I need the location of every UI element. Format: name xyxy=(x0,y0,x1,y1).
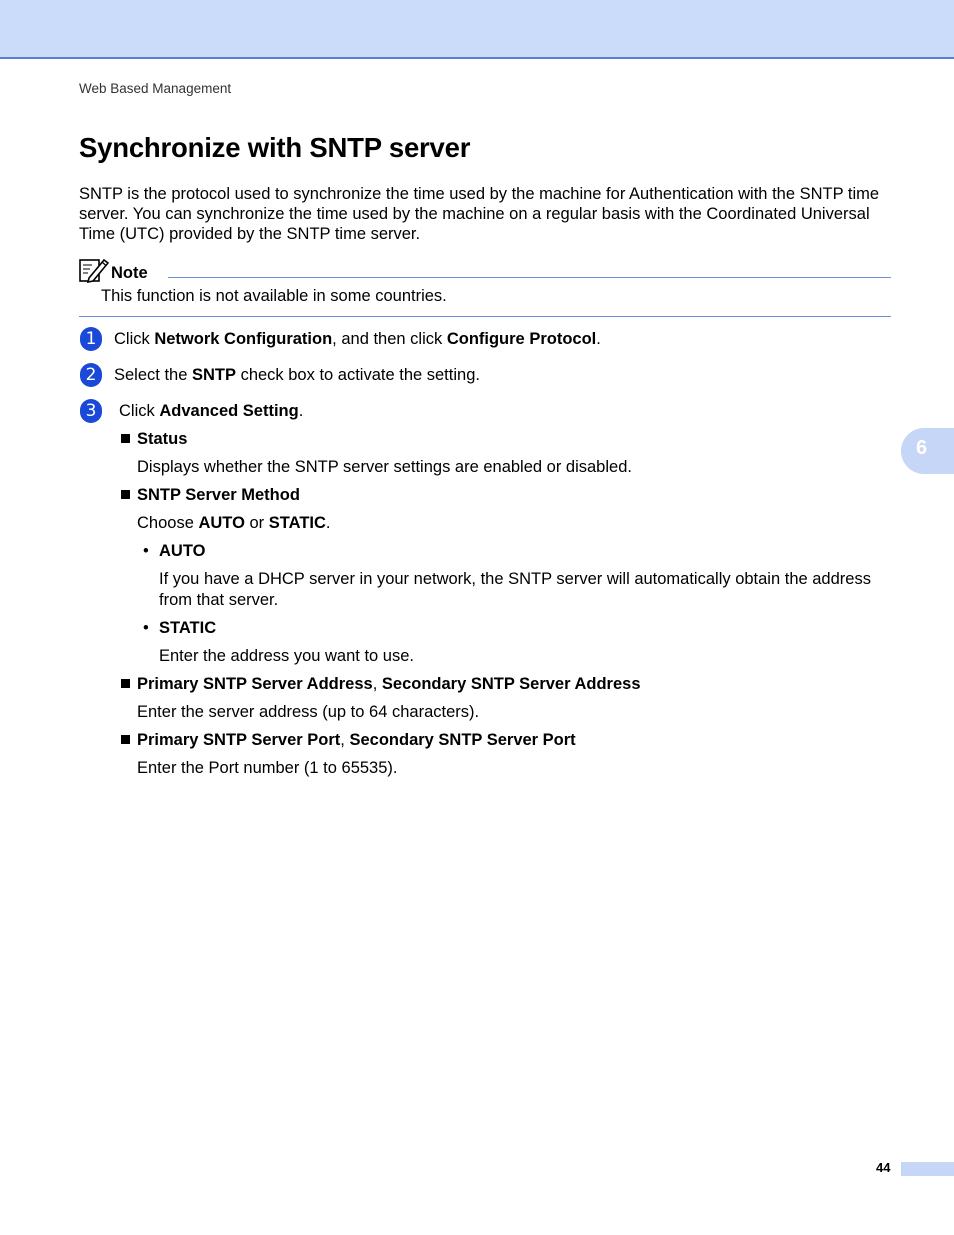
chapter-tab xyxy=(901,428,954,474)
note-text: This function is not available in some countries. xyxy=(101,287,447,305)
static-description: Enter the address you want to use. xyxy=(159,647,414,665)
header-band xyxy=(0,0,954,59)
configure-protocol-label: Configure Protocol xyxy=(446,330,597,348)
step-2-text: Select the SNTP check box to activate the setting. xyxy=(114,366,480,384)
sntp-label: SNTP xyxy=(191,366,236,384)
note-rule-bottom xyxy=(79,316,891,317)
static-heading: STATIC xyxy=(159,619,217,637)
step-3-text: Click Advanced Setting. xyxy=(119,402,304,420)
chapter-number: 6 xyxy=(916,437,928,459)
status-heading: Status xyxy=(137,430,188,448)
note-rule-top xyxy=(168,277,891,278)
port-description: Enter the Port number (1 to 65535). xyxy=(137,759,398,777)
square-bullet-icon xyxy=(121,490,130,499)
square-bullet-icon xyxy=(121,679,130,688)
page-title: Synchronize with SNTP server xyxy=(79,132,471,163)
advanced-setting-label: Advanced Setting xyxy=(159,402,299,420)
page-number: 44 xyxy=(876,1160,891,1175)
network-configuration-label: Network Configuration xyxy=(154,330,333,348)
auto-description: If you have a DHCP server in your network, the SNTP server will automatically obtain the address from that server. xyxy=(159,570,871,609)
method-heading: SNTP Server Method xyxy=(137,486,300,504)
step-2-badge: 2 xyxy=(80,363,102,387)
square-bullet-icon xyxy=(121,434,130,443)
intro-paragraph: SNTP is the protocol used to synchronize the time used by the machine for Authentication with the SNTP time server. You can synchronize the time used by the machine on a regular basis with the Coordinated Universal Time (UTC) provided by the SNTP time server. xyxy=(79,185,880,243)
status-description: Displays whether the SNTP server settings are enabled or disabled. xyxy=(137,458,632,476)
address-description: Enter the server address (up to 64 characters). xyxy=(137,703,480,721)
method-description: Choose AUTO or STATIC. xyxy=(137,514,331,532)
square-bullet-icon xyxy=(121,735,130,744)
running-header: Web Based Management xyxy=(79,81,232,96)
port-heading: Primary SNTP Server Port, Secondary SNTP Server Port xyxy=(137,731,576,749)
dot-bullet-icon: • xyxy=(143,542,149,560)
footer-bar xyxy=(901,1162,954,1176)
step-1-badge: 1 xyxy=(80,327,102,351)
auto-heading: AUTO xyxy=(159,542,206,560)
pencil-note-icon xyxy=(79,257,109,283)
dot-bullet-icon: • xyxy=(143,619,149,637)
address-heading: Primary SNTP Server Address, Secondary SNTP Server Address xyxy=(137,675,641,693)
note-label: Note xyxy=(111,264,148,282)
step-1-text: Click Network Configuration, and then click Configure Protocol. xyxy=(114,330,601,348)
step-3-badge: 3 xyxy=(80,399,102,423)
